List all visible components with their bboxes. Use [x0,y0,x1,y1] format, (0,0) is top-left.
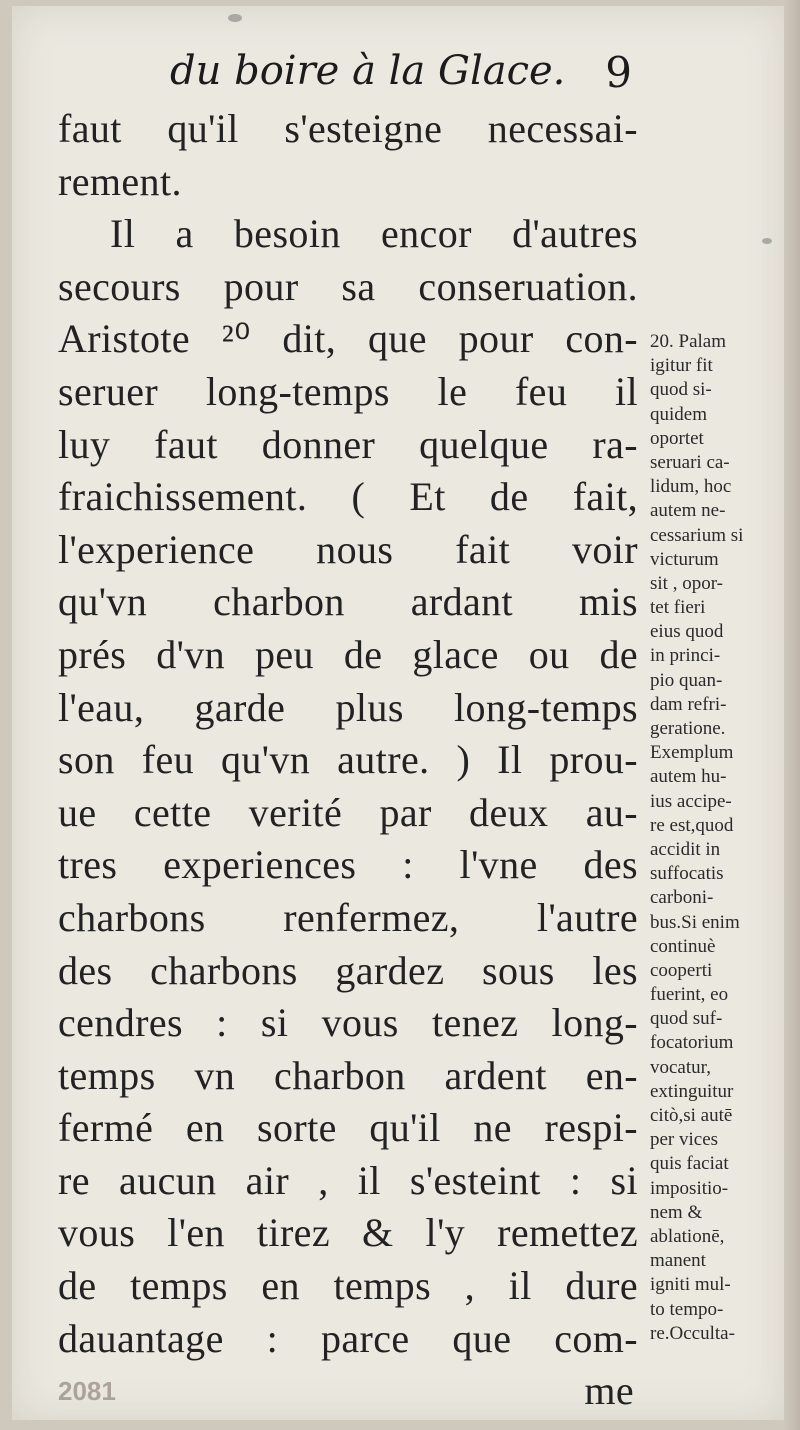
text-line: fermé en sorte qu'il ne respi- [58,1105,638,1151]
marginal-line: quis faciat [650,1153,729,1175]
text-line: son feu qu'vn autre. ) Il prou- [58,737,638,783]
marginal-line: pio quan- [650,669,723,691]
marginal-line: sit , opor- [650,572,723,594]
ink-smudge [762,238,772,244]
marginal-line: citò,si autē [650,1105,733,1126]
marginal-line: 20. Palam [650,331,726,352]
ink-smudge [228,14,242,22]
marginal-line: bus.Si enim [650,911,740,933]
text-line: de temps en temps , il dure [58,1263,638,1309]
marginal-line: oportet [650,427,704,449]
page-header [60,48,640,98]
page-number: 9 [605,48,632,97]
marginal-line: dam refri- [650,693,727,715]
text-line: seruer long-temps le feu il [58,368,638,414]
marginal-line: lidum, hoc [650,476,732,498]
text-line: rement. [58,158,182,204]
text-line: vous l'en tirez & l'y remettez [58,1210,638,1256]
text-line: secours pour sa conseruation. [58,263,638,309]
text-line: Il a besoin encor d'autres [110,211,638,257]
marginal-line: Exemplum [650,742,734,764]
marginal-line: re est,quod [650,814,734,836]
text-line: l'eau, garde plus long-temps [58,684,638,730]
text-line: l'experience nous fait voir [58,526,638,572]
text-line: dauantage : parce que com- [58,1315,638,1361]
catchword: me [584,1368,634,1414]
text-line: tres experiences : l'vne des [58,842,638,888]
marginal-line: suffocatis [650,863,724,885]
marginal-line: cessarium si [650,524,744,546]
text-line: prés d'vn peu de glace ou de [58,631,638,677]
marginal-line: cooperti [650,959,713,981]
marginal-line: ius accipe- [650,790,732,812]
text-line: cendres : si vous tenez long- [58,1000,638,1046]
marginal-line: autem ne- [650,500,726,522]
marginal-line: per vices [650,1129,719,1151]
marginal-line: extinguitur [650,1080,734,1102]
marginal-line: in princi- [650,645,721,667]
marginal-line: seruari ca- [650,451,730,473]
page-edge [784,0,800,1430]
marginal-line: focatorium [650,1032,734,1054]
text-line: qu'vn charbon ardant mis [58,579,638,625]
marginal-note [650,330,778,1346]
marginal-line: igitur fit [650,355,713,377]
marginal-line: fuerint, eo [650,984,729,1006]
marginal-line: to tempo- [650,1298,724,1320]
marginal-line: quod suf- [650,1008,723,1030]
faded-stamp: 2081 [58,1376,116,1406]
marginal-line: autem hu- [650,766,727,788]
marginal-line: victurum [650,548,719,570]
running-title: du boire à la Glace. [170,48,566,94]
marginal-line: manent [650,1250,706,1272]
marginal-line: eius quod [650,621,724,643]
text-line: fraichissement. ( Et de fait, [58,474,638,520]
marginal-line: nem & [650,1201,703,1223]
marginal-line: ablationē, [650,1225,725,1247]
marginal-line: quod si- [650,379,712,401]
text-line: charbons renfermez, l'autre [58,894,638,940]
marginal-line: continuè [650,935,716,957]
marginal-line: accidit in [650,838,721,860]
marginal-line: quidem [650,403,707,425]
text-line: des charbons gardez sous les [58,947,638,993]
marginal-line: geratione. [650,718,726,739]
marginal-line: re.Occulta- [650,1322,735,1344]
marginal-line: carboni- [650,887,714,909]
marginal-line: impositio- [650,1177,729,1199]
text-line: ue cette verité par deux au- [58,789,638,835]
marginal-line: tet fieri [650,597,706,619]
main-text-block [58,103,638,1418]
text-line: faut qu'il s'esteigne necessai- [58,106,638,151]
marginal-line: igniti mul- [650,1274,731,1296]
text-line: luy faut donner quelque ra- [58,421,638,467]
marginal-line: vocatur, [650,1056,711,1078]
text-line: temps vn charbon ardent en- [58,1052,638,1098]
text-line: re aucun air , il s'esteint : si [58,1157,638,1203]
text-line: Aristote ²⁰ dit, que pour con- [58,316,638,362]
